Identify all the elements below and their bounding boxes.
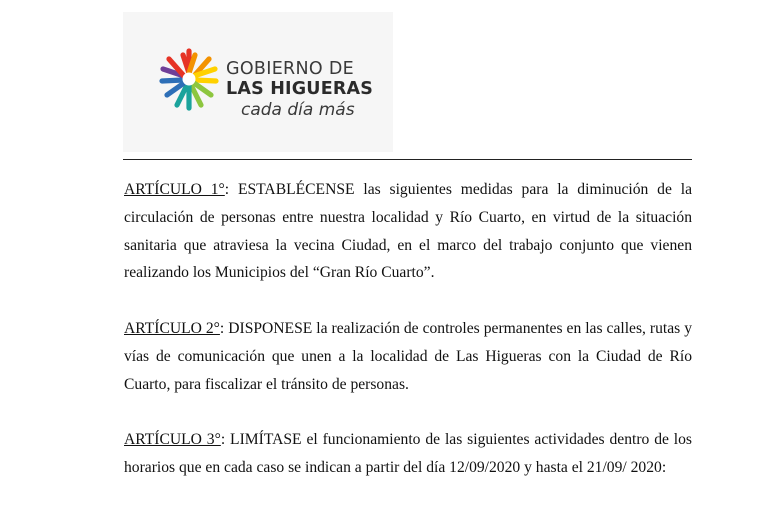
article-1 <box>124 176 692 287</box>
article-2-label: ARTÍCULO 2° <box>124 319 220 337</box>
article-3 <box>124 426 692 482</box>
logo-line-las-higueras: LAS HIGUERAS <box>226 79 374 99</box>
hands-sunburst-icon <box>157 46 221 112</box>
logo-line-gobierno: GOBIERNO DE <box>226 59 354 79</box>
article-3-text: : LIMÍTASE el funcionamiento de las siguientes actividades dentro de los horarios que en cada caso se indican a partir del día 12/09/2020 y hasta el 21/09/ 2020: <box>124 431 693 476</box>
article-2-text: : DISPONESE la realización de controles permanentes en las calles, rutas y vías de comunicación que unen a la localidad de Las Higueras con la Ciudad de Río Cuarto, para fiscalizar el tránsito de personas. <box>124 319 693 393</box>
header-divider <box>123 159 692 160</box>
article-1-text: : ESTABLÉCENSE las siguientes medidas para la diminución de la circulación de personas entre nuestra localidad y Río Cuarto, en virtud de la situación sanitaria que atraviesa la vecina Ciudad, en el marco del trabajo conjunto que vienen realizando los Municipios del “Gran Río Cuarto”. <box>124 181 692 282</box>
document-body <box>124 176 692 510</box>
article-1-label: ARTÍCULO 1° <box>124 181 225 198</box>
government-logo <box>123 12 393 152</box>
logo-tagline: cada día más <box>241 100 355 120</box>
logo-wordmark <box>226 60 373 121</box>
article-3-label: ARTÍCULO 3° <box>124 431 221 449</box>
article-2 <box>124 315 692 398</box>
